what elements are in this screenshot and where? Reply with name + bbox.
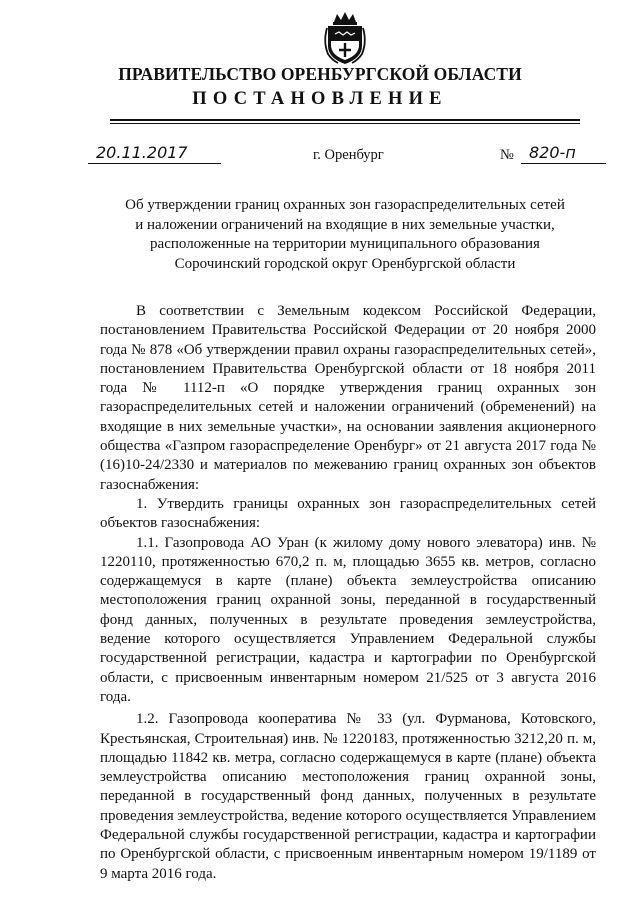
item-1-paragraph: 1. Утвердить границы охранных зон газораспределительных сетей объектов газоснабжения: (100, 495, 596, 532)
item-1-1-paragraph: 1.1. Газопровода АО Уран (к жилому дому нового элеватора) инв. № 1220110, протяженностью 670,2 п. м, площадью 3655 кв. метров, согласно содержащемуся в карте (плане) объекта землеустройства описанию местоположения границ охранной зоны, переданной в государственный фонд данных, полученных в результате проведения землеустройства, ведение которого осуществляется Управлением Федеральной службы государственной регистрации, кадастра и картографии по Оренбургской области, с присвоенным инвентарным номером 21/525 от 3 августа 2016 года. (100, 534, 596, 705)
decree-city: г. Оренбург (313, 147, 384, 163)
decree-subject (100, 196, 590, 274)
government-title: ПРАВИТЕЛЬСТВО ОРЕНБУРГСКОЙ ОБЛАСТИ (118, 64, 522, 84)
decree-date: 20.11.2017 (88, 143, 221, 164)
number-label: № (500, 147, 514, 163)
orenburg-coat-of-arms-icon (322, 10, 368, 66)
subject-line: и наложении ограничений на входящие в них земельные участки, (135, 216, 555, 233)
item-1-2-paragraph: 1.2. Газопровода кооператива № 33 (ул. Фурманова, Котовского, Крестьянская, Строительная) инв. № 1220183, протяженностью 3212,20 п. м, площадью 11842 кв. метра, согласно содержащемуся в карте (плане) объекта землеустройства описанию местоположения границ охранной зоны, переданной в государственный фонд данных, полученных в результате проведения землеустройства, ведение которого осуществляется Управлением Федеральной службы государственной регистрации, кадастра и картографии по Оренбургской области, с присвоенным инвентарным номером 19/1189 от 9 марта 2016 года. (100, 711, 596, 882)
subject-line: Сорочинский городской округ Оренбургской области (174, 255, 516, 272)
preamble-paragraph: В соответствии с Земельным кодексом Российской Федерации, постановлением Правительства Российской Федерации от 20 ноября 2000 года № 878 «Об утверждении правил охраны газораспределительных сетей», постановлением Правительства Оренбургской области от 18 ноября 2011 года № 1112-п «О порядке утверждения границ охранных зон газораспределительных сетей и наложении ограничений (обременений) на входящие в них земельные участки», на основании заявления акционерного общества «Газпром газораспределение Оренбург» от 21 августа 2017 года № (16)10-24/2330 и материалов по межеванию границ охранных зон объектов газоснабжения: (100, 303, 596, 493)
header-divider (110, 119, 580, 121)
subject-line: расположенные на территории муниципального образования (150, 236, 540, 252)
decree-body (100, 302, 596, 884)
header-divider-thin (110, 123, 580, 124)
document-type-title: ПОСТАНОВЛЕНИЕ (192, 89, 448, 109)
subject-line: Об утверждении границ охранных зон газораспределительных сетей (125, 197, 565, 213)
decree-number: 820-п (521, 143, 606, 164)
